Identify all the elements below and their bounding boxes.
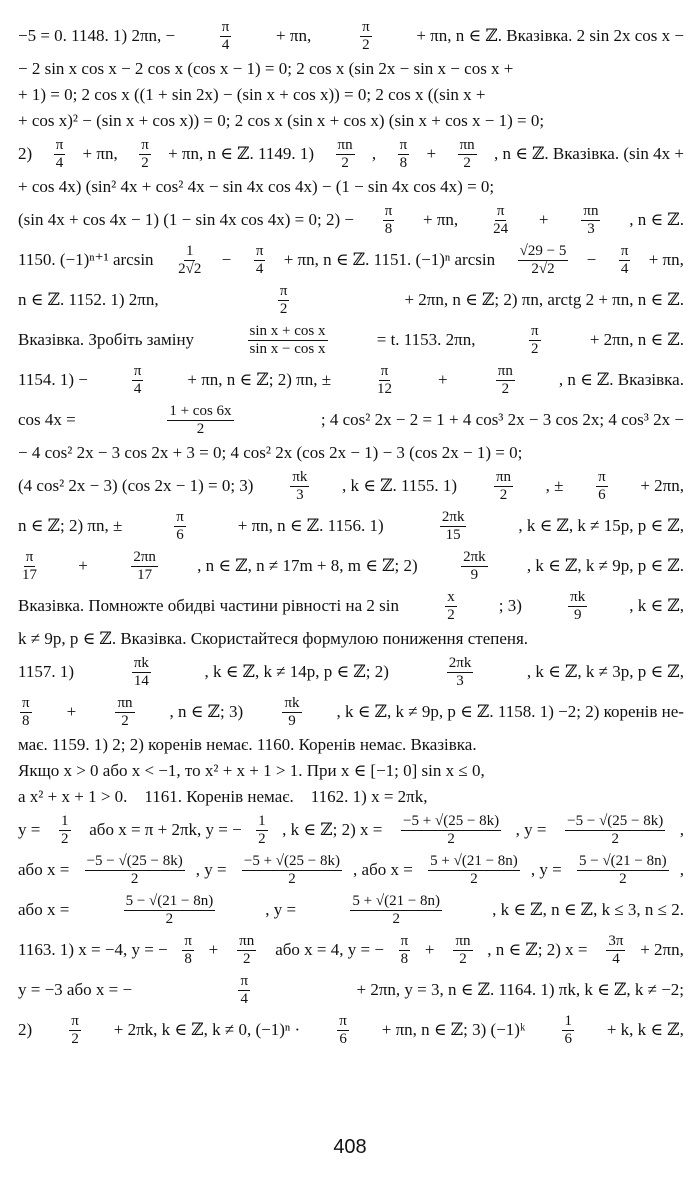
fraction-denominator: 2 [619,870,627,887]
fraction [491,203,510,238]
fraction-numerator: πn [497,362,513,379]
text-run: , n ∈ ℤ; 3) [169,702,248,721]
fraction-denominator: 2√2 [531,260,555,277]
text-line [18,784,684,810]
fraction [337,1013,349,1048]
text-run: 1157. 1) [18,662,79,681]
text-run: + πn, n ∈ ℤ. 1156. 1) [237,516,388,535]
fraction-numerator: π [399,136,408,153]
text-line [18,930,684,970]
text-run: + k, k ∈ ℤ, [606,1020,684,1039]
text-run: cos 4x = [18,410,80,429]
fraction-numerator: π [400,932,409,949]
fraction [565,813,665,848]
text-run: Вказівка. Зробіть заміну [18,330,199,349]
text-run: + [78,556,93,575]
text-run: + cos x)² − (sin x + cos x)) = 0; 2 cos x (sin x + cos x) (sin x + cos x − 1) = 0; [18,111,545,130]
fraction-numerator: πn [117,694,133,711]
fraction [562,1013,574,1048]
fraction-numerator: π [531,322,539,339]
text-line [18,360,684,400]
fraction [174,509,186,544]
text-run: , k ∈ ℤ; 2) x = [282,820,387,839]
text-run: + cos 4x) (sin² 4x + cos² 4x − sin 4x cos 4x) − (1 − sin 4x cos 4x) = 0; [18,177,495,196]
fraction [568,589,587,624]
fraction [401,813,501,848]
text-run: , або x = [353,860,418,879]
fraction [494,469,513,504]
text-run: 1163. 1) x = −4, y = − [18,940,168,959]
fraction [428,853,520,888]
fraction-denominator: 2 [258,830,266,847]
fraction-denominator: 2 [121,712,129,729]
text-run: (4 cos² 2x − 3) (cos 2x − 1) = 0; 3) [18,476,258,495]
text-run: , y = [530,860,566,879]
fraction-denominator: 8 [384,220,393,237]
text-run: , y = [265,900,301,919]
text-run: + πn, n ∈ ℤ. Вказівка. 2 sin 2x cos x − [416,26,684,45]
fraction [242,853,342,888]
answers-text [18,16,684,1050]
fraction [577,853,669,888]
text-run: , n ∈ ℤ. Вказівка. (sin 4x + [493,144,684,163]
text-run: + πn, [276,26,316,45]
fraction [529,323,541,358]
text-run: , k ∈ ℤ, k ≠ 15p, p ∈ ℤ, [518,516,684,535]
fraction-denominator: 2 [470,870,478,887]
text-line [18,890,684,930]
text-run: 1150. (−1)ⁿ⁺¹ arcsin [18,250,158,269]
text-run: + πn, n ∈ ℤ. 1149. 1) [168,144,319,163]
text-run: , k ∈ ℤ, k ≠ 9p, p ∈ ℤ. [526,556,684,575]
fraction-numerator: π [240,972,249,989]
text-run: або x = π + 2πk, y = − [85,820,242,839]
text-line [18,16,684,56]
text-run: + [66,702,81,721]
fraction-denominator: 8 [184,950,192,967]
text-run: , y = [515,820,551,839]
fraction [445,589,457,624]
text-run: , [679,820,684,839]
text-run: ; 3) [498,596,527,615]
fraction [248,323,328,358]
fraction [581,203,600,238]
fraction-denominator: 17 [137,566,153,583]
fraction-numerator: πn [459,136,475,153]
fraction [254,243,266,278]
fraction-denominator: 2 [141,154,149,171]
text-run: + [538,210,553,229]
text-line [18,320,684,360]
text-line [18,586,684,626]
text-run: y = [18,820,45,839]
fraction-denominator: 2 [459,950,467,967]
fraction-numerator: πn [583,202,599,219]
fraction-numerator: π [279,282,288,299]
fraction-denominator: 6 [564,1030,572,1047]
fraction-numerator: 2πk [448,654,472,671]
fraction-numerator: x [447,588,455,605]
fraction [596,469,608,504]
text-line [18,652,684,692]
fraction [139,137,151,172]
text-run: , k ∈ ℤ, n ∈ ℤ, k ≤ 3, n ≤ 2. [492,900,684,919]
fraction-denominator: 4 [240,990,249,1007]
text-line [18,280,684,320]
text-run: , n ∈ ℤ. Вказівка. [558,370,684,389]
fraction-numerator: 5 − √(21 − 8n) [578,852,667,869]
fraction-denominator: 4 [620,260,629,277]
fraction-numerator: 2πk [463,548,486,565]
fraction-numerator: 2πn [133,548,156,565]
fraction-numerator: π [362,18,370,35]
fraction-numerator: −5 + √(25 − 8k) [403,812,500,829]
fraction [336,137,355,172]
fraction-numerator: 5 − √(21 − 8n) [125,892,214,909]
fraction-numerator: 1 [185,242,194,259]
fraction-denominator: 4 [612,950,620,967]
fraction-denominator: 14 [133,672,149,689]
fraction-denominator: 6 [598,486,606,503]
fraction-numerator: π [184,932,192,949]
fraction-denominator: 2 [341,154,349,171]
fraction-denominator: 2 [279,300,288,317]
fraction-denominator: 17 [22,566,37,583]
fraction-denominator: 2 [499,486,508,503]
text-run: 2) [18,144,37,163]
text-line [18,732,684,758]
fraction-numerator: 3π [608,932,624,949]
fraction-denominator: 12 [377,380,393,397]
text-line [18,466,684,506]
fraction [453,933,472,968]
fraction [59,813,71,848]
text-run: + πn, n ∈ ℤ. 1151. (−1)ⁿ arcsin [283,250,500,269]
text-run: або x = 4, y = − [270,940,384,959]
fraction [496,363,515,398]
text-run: (sin 4x + cos 4x − 1) (1 − sin 4x cos 4x) = 0; 2) − [18,210,354,229]
text-run: + 2πn, n ∈ ℤ. [589,330,684,349]
fraction-numerator: sin x + cos x [249,322,326,339]
fraction-denominator: 2 [242,950,251,967]
fraction-numerator: 1 [258,812,266,829]
fraction-denominator: 8 [22,712,30,729]
fraction-denominator: 4 [255,260,264,277]
fraction-denominator: 2 [447,606,455,623]
fraction [606,933,625,968]
text-run: + 2πk, k ∈ ℤ, k ≠ 0, (−1)ⁿ · [113,1020,305,1039]
text-line [18,506,684,546]
fraction-denominator: 4 [55,154,64,171]
fraction-denominator: 3 [296,486,304,503]
text-line [18,970,684,1010]
text-run: k ≠ 9p, p ∈ ℤ. Вказівка. Скористайтеся формулою пониження степеня. [18,629,529,648]
fraction-denominator: 15 [445,526,461,543]
fraction [69,1013,81,1048]
fraction-numerator: 1 [564,1012,572,1029]
text-run: + 2πn, y = 3, n ∈ ℤ. 1164. 1) πk, k ∈ ℤ, k ≠ −2; [356,980,684,999]
fraction-denominator: 2 [165,910,174,927]
fraction [124,893,216,928]
text-run: − 4 cos² 2x − 3 cos 2x + 3 = 0; 4 cos² 2x (cos 2x − 1) − 3 (cos 2x − 1) = 0; [18,443,523,462]
text-line [18,108,684,134]
fraction-denominator: 2 [463,154,471,171]
fraction-denominator: 2 [392,910,400,927]
fraction-denominator: 2 [288,870,296,887]
fraction-denominator: 3 [587,220,595,237]
fraction-numerator: −5 − √(25 − 8k) [567,812,664,829]
text-run: , k ∈ ℤ. 1155. 1) [342,476,462,495]
text-run: − 2 sin x cos x − 2 cos x (cos x − 1) = 0; 2 cos x (sin 2x − sin x − cos x + [18,59,514,78]
fraction-numerator: π [620,242,629,259]
fraction [290,469,309,504]
fraction-denominator: 8 [400,950,409,967]
fraction-denominator: sin x − cos x [249,340,326,357]
fraction [20,549,39,584]
text-run: + 2πn, [640,940,684,959]
text-line [18,546,684,586]
fraction-numerator: πn [455,932,471,949]
fraction-numerator: π [598,468,606,485]
fraction [440,509,467,544]
fraction-numerator: πn [239,932,255,949]
fraction [619,243,631,278]
fraction-numerator: πn [495,468,512,485]
text-run: , n ∈ ℤ. [629,210,684,229]
text-run: , [679,860,684,879]
fraction-denominator: 9 [470,566,479,583]
text-run: має. 1159. 1) 2; 2) коренів немає. 1160. Коренів немає. Вказівка. [18,735,477,754]
fraction [85,853,185,888]
fraction [458,137,477,172]
fraction-numerator: 2πk [441,508,465,525]
fraction-numerator: π [141,136,149,153]
text-line [18,240,684,280]
text-run: + [437,370,452,389]
fraction-numerator: π [22,694,30,711]
fraction [518,243,569,278]
text-run: , k ∈ ℤ, k ≠ 14p, p ∈ ℤ; 2) [204,662,394,681]
fraction-numerator: π [176,508,184,525]
text-run: + πn, n ∈ ℤ; 3) (−1)ᵏ [381,1020,530,1039]
text-line [18,758,684,784]
text-run: Якщо x > 0 або x < −1, то x² + x + 1 > 1. При x ∈ [−1; 0] sin x ≤ 0, [18,761,485,780]
fraction-numerator: 1 + cos 6x [169,402,232,419]
text-run: + πn, [422,210,463,229]
text-run: + πn, n ∈ ℤ; 2) πn, ± [187,370,332,389]
fraction-numerator: 1 [61,812,69,829]
fraction-numerator: π [133,362,142,379]
fraction-numerator: π [384,202,393,219]
fraction [237,933,256,968]
fraction [115,695,134,730]
fraction-numerator: π [255,242,264,259]
fraction-numerator: π [380,362,389,379]
text-run: n ∈ ℤ. 1152. 1) 2πn, [18,290,163,309]
text-line [18,850,684,890]
text-run: , n ∈ ℤ, n ≠ 17m + 8, m ∈ ℤ; 2) [197,556,422,575]
fraction-numerator: π [71,1012,79,1029]
text-run: , k ∈ ℤ, k ≠ 9p, p ∈ ℤ. 1158. 1) −2; 2) коренів не- [336,702,684,721]
fraction-numerator: πk [570,588,586,605]
text-run: , y = [195,860,231,879]
page-number: 408 [333,1136,367,1158]
fraction-denominator: 2 [61,830,69,847]
text-line [18,400,684,440]
text-line [18,82,684,108]
fraction-denominator: 2 [196,420,205,437]
text-run: n ∈ ℤ; 2) πn, ± [18,516,123,535]
fraction-numerator: π [55,136,64,153]
fraction-denominator: 9 [288,712,296,729]
fraction [375,363,394,398]
fraction-denominator: 2 [71,1030,79,1047]
fraction [278,283,290,318]
text-run: 1154. 1) − [18,370,88,389]
fraction-denominator: 6 [339,1030,347,1047]
text-run: а x² + x + 1 > 0. 1161. Коренів немає. 1162. 1) x = 2πk, [18,787,428,806]
text-run: + [426,144,441,163]
text-line [18,200,684,240]
fraction-denominator: 24 [493,220,509,237]
text-run: + [424,940,439,959]
text-line [18,692,684,732]
text-run: + πn, [82,144,122,163]
fraction [176,243,203,278]
fraction [399,933,411,968]
text-run: , ± [545,476,564,495]
fraction [447,655,474,690]
fraction [182,933,194,968]
fraction-denominator: 8 [399,154,408,171]
fraction-denominator: 2 [531,340,539,357]
fraction-denominator: 3 [456,672,464,689]
fraction-numerator: π [339,1012,347,1029]
fraction-denominator: 2 [130,870,139,887]
text-run: −5 = 0. 1148. 1) 2πn, − [18,26,176,45]
fraction-denominator: 6 [176,526,184,543]
text-run: + [208,940,223,959]
fraction-denominator: 2√2 [178,260,202,277]
fraction-denominator: 2 [362,36,370,53]
fraction [398,137,410,172]
fraction [20,695,32,730]
fraction-numerator: πk [284,694,300,711]
text-line [18,810,684,850]
text-line [18,440,684,466]
text-run: або x = [18,860,74,879]
fraction [131,549,158,584]
fraction [54,137,66,172]
text-line [18,626,684,652]
fraction-numerator: 5 + √(21 − 8n) [430,852,518,869]
text-run: − [586,250,601,269]
fraction-denominator: 2 [447,830,455,847]
fraction-denominator: 9 [573,606,582,623]
text-run: y = −3 або x = − [18,980,133,999]
fraction-numerator: πk [133,654,149,671]
fraction [282,695,301,730]
text-run: + 1) = 0; 2 cos x ((1 + sin 2x) − (sin x + cos x)) = 0; 2 cos x ((sin x + [18,85,486,104]
fraction-numerator: π [25,548,34,565]
fraction [238,973,250,1008]
fraction [132,363,144,398]
fraction-numerator: 5 + √(21 − 8n) [352,892,441,909]
text-run: , [371,144,381,163]
text-run: , n ∈ ℤ; 2) x = [487,940,592,959]
fraction-numerator: −5 − √(25 − 8k) [86,852,183,869]
text-run: 2) [18,1020,37,1039]
fraction [132,655,151,690]
text-run: , k ∈ ℤ, [629,596,684,615]
fraction-numerator: π [221,18,230,35]
text-run: + 2πn, n ∈ ℤ; 2) πn, arctg 2 + πn, n ∈ ℤ. [404,290,684,309]
fraction-numerator: −5 + √(25 − 8k) [243,852,340,869]
fraction [360,19,372,54]
fraction-denominator: 2 [501,380,510,397]
fraction [383,203,395,238]
text-line [18,134,684,174]
fraction-numerator: πn [337,136,353,153]
fraction-numerator: πk [292,468,308,485]
fraction-numerator: √29 − 5 [519,242,567,259]
text-run: + 2πn, [640,476,684,495]
text-line [18,174,684,200]
fraction [167,403,233,438]
text-run: або x = [18,900,74,919]
text-line [18,1010,684,1050]
fraction [256,813,268,848]
text-run: , k ∈ ℤ, k ≠ 3p, p ∈ ℤ, [526,662,684,681]
text-line [18,56,684,82]
text-run: Вказівка. Помножте обидві частини рівності на 2 sin [18,596,404,615]
fraction [220,19,232,54]
fraction-denominator: 4 [133,380,142,397]
fraction-denominator: 4 [221,36,230,53]
text-run: = t. 1153. 2πn, [376,330,480,349]
text-run: − [221,250,236,269]
text-run: ; 4 cos² 2x − 2 = 1 + 4 cos³ 2x − 3 cos 2x; 4 cos³ 2x − [320,410,684,429]
fraction-denominator: 2 [611,830,619,847]
text-run: + πn, [648,250,684,269]
fraction [350,893,442,928]
fraction-numerator: π [496,202,505,219]
fraction [461,549,488,584]
